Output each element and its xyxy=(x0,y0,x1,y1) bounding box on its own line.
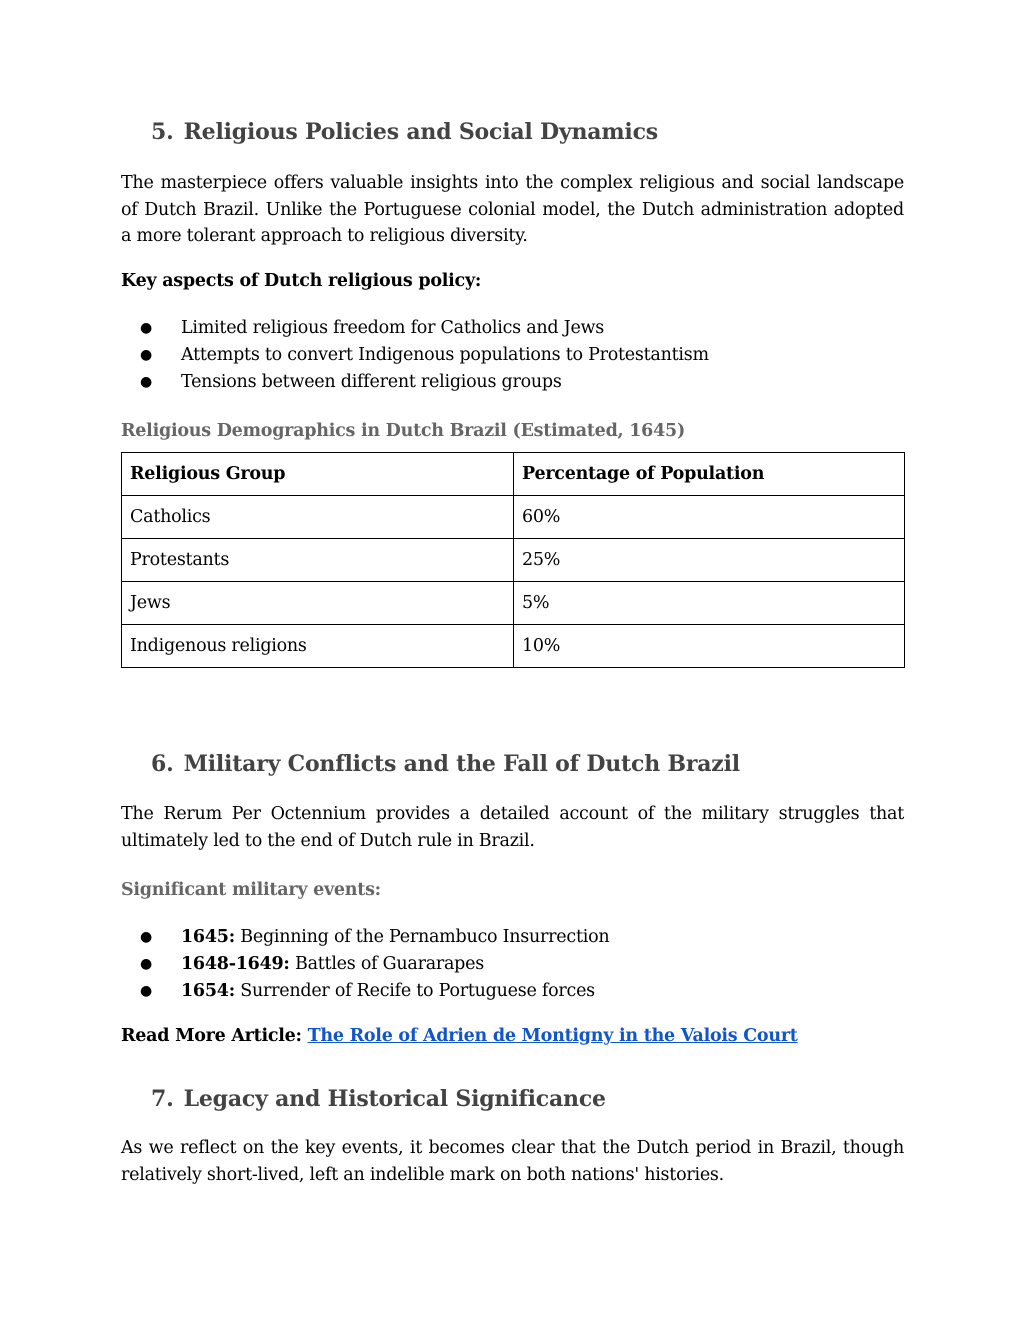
section-7-title: Legacy and Historical Significance xyxy=(183,1086,606,1112)
section-6-intro: The Rerum Per Octennium provides a detailed account of the military struggles that ultimately led to the end of Dutch rule in Brazil. xyxy=(121,804,904,851)
bullet-icon: ● xyxy=(140,982,152,999)
table-cell: 5% xyxy=(514,582,905,625)
table-cell: Protestants xyxy=(122,539,514,582)
section-7-number: 7. xyxy=(151,1086,174,1112)
list-item xyxy=(121,978,904,1005)
event-text: Beginning of the Pernambuco Insurrection xyxy=(240,927,610,947)
section-6-number: 6. xyxy=(151,751,174,777)
table-cell: Jews xyxy=(122,582,514,625)
table-cell: Catholics xyxy=(122,496,514,539)
event-year: 1645: xyxy=(181,927,235,947)
list-item: ● Limited religious freedom for Catholics and Jews xyxy=(121,315,904,342)
section-5-intro: The masterpiece offers valuable insights into the complex religious and social landscape of Dutch Brazil. Unlike the Portuguese colonial model, the Dutch administration adopted a more tolerant approach to religious diversity. xyxy=(121,173,904,246)
section-7-intro: As we reflect on the key events, it becomes clear that the Dutch period in Brazil, though relatively short-lived, left an indelible mark on both nations' histories. xyxy=(121,1138,904,1185)
table-cell: 25% xyxy=(514,539,905,582)
bullet-icon: ● xyxy=(140,373,152,390)
table-caption: Religious Demographics in Dutch Brazil (Estimated, 1645) xyxy=(121,421,685,441)
list-item: ● Tensions between different religious groups xyxy=(121,369,904,396)
bullet-icon: ● xyxy=(140,320,152,336)
section-5-number: 5. xyxy=(151,119,174,145)
section-7-heading xyxy=(151,1086,606,1112)
religious-demographics-table xyxy=(121,452,905,668)
table-cell: 10% xyxy=(514,625,905,668)
bullet-icon: ● xyxy=(140,346,152,363)
list-item xyxy=(121,951,904,978)
event-text: Battles of Guararapes xyxy=(294,953,484,974)
event-year: 1648-1649: xyxy=(181,953,290,974)
event-year: 1654: xyxy=(181,980,235,1001)
table-header-cell: Religious Group xyxy=(122,453,514,496)
religious-policy-list xyxy=(121,315,904,395)
list-item xyxy=(121,924,904,951)
bullet-icon: ● xyxy=(140,955,152,972)
section-6-title: Military Conflicts and the Fall of Dutch Brazil xyxy=(183,751,740,777)
read-more-line xyxy=(121,1023,904,1050)
read-more-label: Read More Article: xyxy=(121,1026,302,1046)
bullet-icon: ● xyxy=(140,929,152,945)
table-header-row xyxy=(122,453,905,496)
table-cell: 60% xyxy=(514,496,905,539)
table-row xyxy=(122,496,905,539)
table-row xyxy=(122,625,905,668)
military-events-list xyxy=(121,924,904,1004)
event-text: Surrender of Recife to Portuguese forces xyxy=(240,980,595,1001)
table-row xyxy=(122,582,905,625)
table-row xyxy=(122,539,905,582)
read-more-link[interactable]: The Role of Adrien de Montigny in the Valois Court xyxy=(307,1026,798,1046)
section-5-heading xyxy=(151,119,658,145)
section-5-title: Religious Policies and Social Dynamics xyxy=(183,119,658,145)
key-aspects-heading: Key aspects of Dutch religious policy: xyxy=(121,271,482,291)
list-item: ● Attempts to convert Indigenous populations to Protestantism xyxy=(121,342,904,369)
section-6-heading xyxy=(151,751,740,777)
military-events-heading: Significant military events: xyxy=(121,880,381,900)
table-header-cell: Percentage of Population xyxy=(514,453,905,496)
table-cell: Indigenous religions xyxy=(122,625,514,668)
